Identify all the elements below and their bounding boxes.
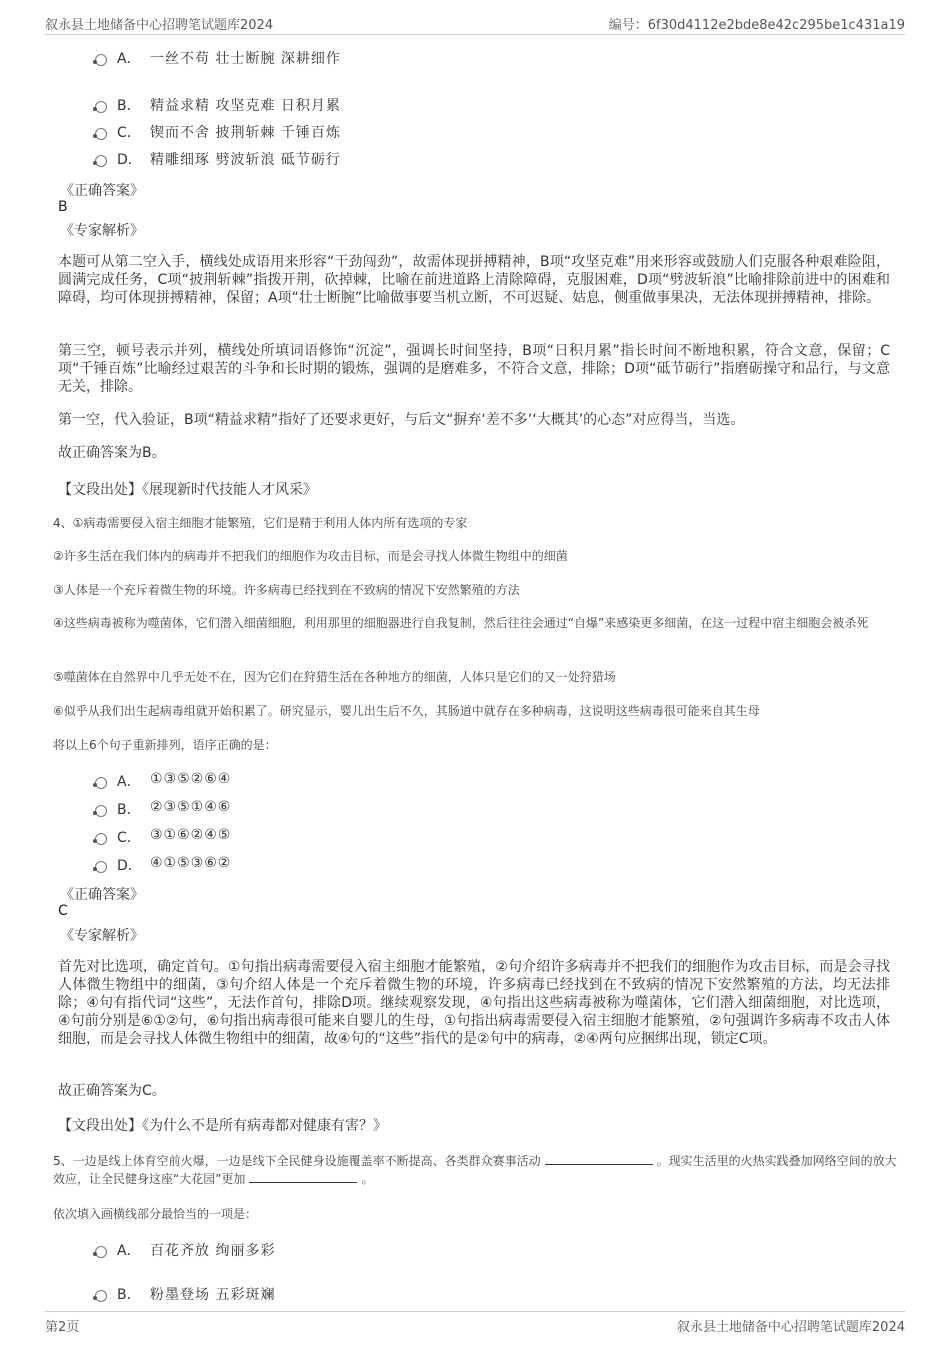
option-letter: B． <box>117 1287 141 1303</box>
header-doc-id: 编号：6f30d4112e2bde8e42c295be1c431a19 <box>608 18 905 33</box>
radio-icon[interactable] <box>95 101 107 113</box>
q4-sentence: ③人体是一个充斥着微生物的环境。许多病毒已经找到在不致病的情况下安然繁殖的方法 <box>53 583 520 597</box>
radio-icon[interactable] <box>95 833 107 845</box>
radio-icon[interactable] <box>95 1290 107 1302</box>
q3-conclusion: 故正确答案为B。 <box>58 445 166 461</box>
option-text: ②③⑤①④⑥ <box>150 799 232 815</box>
option-text: 百花齐放 绚丽多彩 <box>150 1243 276 1259</box>
radio-icon[interactable] <box>95 861 107 873</box>
q3-source: 【文段出处】《展现新时代技能人才风采》 <box>58 482 317 498</box>
option-letter: D． <box>117 152 142 168</box>
answer-blank <box>249 1170 357 1183</box>
option-letter: A． <box>117 1243 141 1259</box>
radio-icon[interactable] <box>95 54 107 66</box>
q4-sentence: ⑤噬菌体在自然界中几乎无处不在，因为它们在狩猎生活在各种地方的细菌，人体只是它们的又一处狩猎场 <box>53 670 616 684</box>
option-text: ④①⑤③⑥② <box>150 855 232 871</box>
option-text: 精益求精 攻坚克难 日积月累 <box>150 98 341 114</box>
q5-stem-part2: 。现实生活里的火热实践叠加网络空间的放大效应，让全民健身这座“大花园”更加 <box>53 1154 897 1186</box>
page-footer <box>45 1311 905 1336</box>
q3-answer: B <box>58 199 68 215</box>
q4-analysis-paragraph: 首先对比选项，确定首句。①句指出病毒需要侵入宿主细胞才能繁殖，②句介绍许多病毒并不把我们的细胞作为攻击目标，而是会寻找人体微生物组中的细菌，③句介绍人体是一个充斥着微生物的环境，许多病毒已经找到在不致病的情况下安然繁殖的方法，均无法排除；④句有指代词“这些”，无法作首句，排除D项。继续观察发现，④句指出这些病毒被称为噬菌体，它们潜入细菌细胞，对比选项，④句前分别是⑥①②句，⑥句指出病毒很可能来自婴儿的生母，①句指出病毒需要侵入宿主细胞才能繁殖，②句强调许多病毒不攻击人体细胞，而是会寻找人体微生物组中的细菌，故④句的“这些”指代的是②句中的病毒，②④两句应捆绑出现，锁定C项。 <box>58 959 890 1047</box>
q5-stem-part1: 5、一边是线上体育空前火爆，一边是线下全民健身设施覆盖率不断提高、各类群众赛事活动 <box>53 1154 541 1168</box>
q4-source: 【文段出处】《为什么不是所有病毒都对健康有害？》 <box>58 1118 387 1134</box>
option-letter: A． <box>117 51 141 67</box>
q4-prompt: 将以上6个句子重新排列，语序正确的是： <box>53 738 277 752</box>
page-header <box>45 12 905 35</box>
q3-answer-label: 《正确答案》 <box>60 183 144 199</box>
q3-analysis-paragraph: 本题可从第二空入手，横线处成语用来形容“干劲闯劲”，故需体现拼搏精神，B项“攻坚克难”用来形容或鼓励人们克服各种艰难险阻，圆满完成任务，C项“披荆斩棘”指拨开荆，砍掉棘，比喻在前进道路上清除障碍，克服困难，D项“劈波斩浪”比喻排除前进中的困难和障碍，均可体现拼搏精神，保留；A项“壮士断腕”比喻做事要当机立断，不可迟疑、姑息，侧重做事果决，无法体现拼搏精神，排除。 <box>58 254 890 306</box>
option-letter: C． <box>117 830 141 846</box>
header-title: 叙永县土地储备中心招聘笔试题库2024 <box>45 18 274 33</box>
option-letter: A． <box>117 774 141 790</box>
option-text: 锲而不舍 披荆斩棘 千锤百炼 <box>150 125 341 141</box>
option-text: 精雕细琢 劈波斩浪 砥节砺行 <box>150 152 341 168</box>
radio-icon[interactable] <box>95 155 107 167</box>
option-letter: B． <box>117 802 141 818</box>
radio-icon[interactable] <box>95 128 107 140</box>
q4-sentence: ⑥似乎从我们出生起病毒组就开始积累了。研究显示，婴儿出生后不久，其肠道中就存在多种病毒，这说明这些病毒很可能来自其生母 <box>53 704 760 718</box>
q4-conclusion: 故正确答案为C。 <box>58 1083 166 1099</box>
q4-sentence: ②许多生活在我们体内的病毒并不把我们的细胞作为攻击目标，而是会寻找人体微生物组中的细菌 <box>53 549 568 563</box>
page-number: 第2页 <box>45 1320 80 1335</box>
radio-icon[interactable] <box>95 777 107 789</box>
q4-answer-label: 《正确答案》 <box>60 887 144 903</box>
option-text: ①③⑤②⑥④ <box>150 771 232 787</box>
footer-title: 叙永县土地储备中心招聘笔试题库2024 <box>676 1320 905 1335</box>
option-text: 粉墨登场 五彩斑斓 <box>150 1287 276 1303</box>
q4-answer: C <box>58 903 68 919</box>
option-text: 一丝不苟 壮士断腕 深耕细作 <box>150 51 341 67</box>
option-text: ③①⑥②④⑤ <box>150 827 232 843</box>
q4-sentence: 4、①病毒需要侵入宿主细胞才能繁殖，它们是精于利用人体内所有选项的专家 <box>53 516 468 530</box>
q5-prompt: 依次填入画横线部分最恰当的一项是： <box>53 1207 258 1221</box>
q3-analysis-label: 《专家解析》 <box>60 223 144 239</box>
option-letter: C． <box>117 125 141 141</box>
q5-stem <box>53 1152 898 1188</box>
q3-analysis-paragraph: 第一空，代入验证，B项“精益求精”指好了还要求更好，与后文“摒弃‘差不多’‘大概其’的心态”对应得当，当选。 <box>58 412 745 428</box>
radio-icon[interactable] <box>95 1246 107 1258</box>
option-letter: D． <box>117 858 142 874</box>
q4-analysis-label: 《专家解析》 <box>60 928 144 944</box>
option-letter: B． <box>117 98 141 114</box>
answer-blank <box>545 1152 653 1165</box>
q3-analysis-paragraph: 第三空，顿号表示并列，横线处所填词语修饰“沉淀”，强调长时间坚持，B项“日积月累”指长时间不断地积累，符合文意，保留；C项“千锤百炼”比喻经过艰苦的斗争和长时期的锻炼，强调的是磨难多，不符合文意，排除；D项“砥节砺行”指磨砺操守和品行，与文意无关，排除。 <box>58 343 890 395</box>
radio-icon[interactable] <box>95 805 107 817</box>
q4-sentence: ④这些病毒被称为噬菌体，它们潜入细菌细胞，利用那里的细胞器进行自我复制，然后往往会通过“自爆”来感染更多细菌，在这一过程中宿主细胞会被杀死 <box>53 616 869 630</box>
q5-stem-part3: 。 <box>361 1172 374 1186</box>
